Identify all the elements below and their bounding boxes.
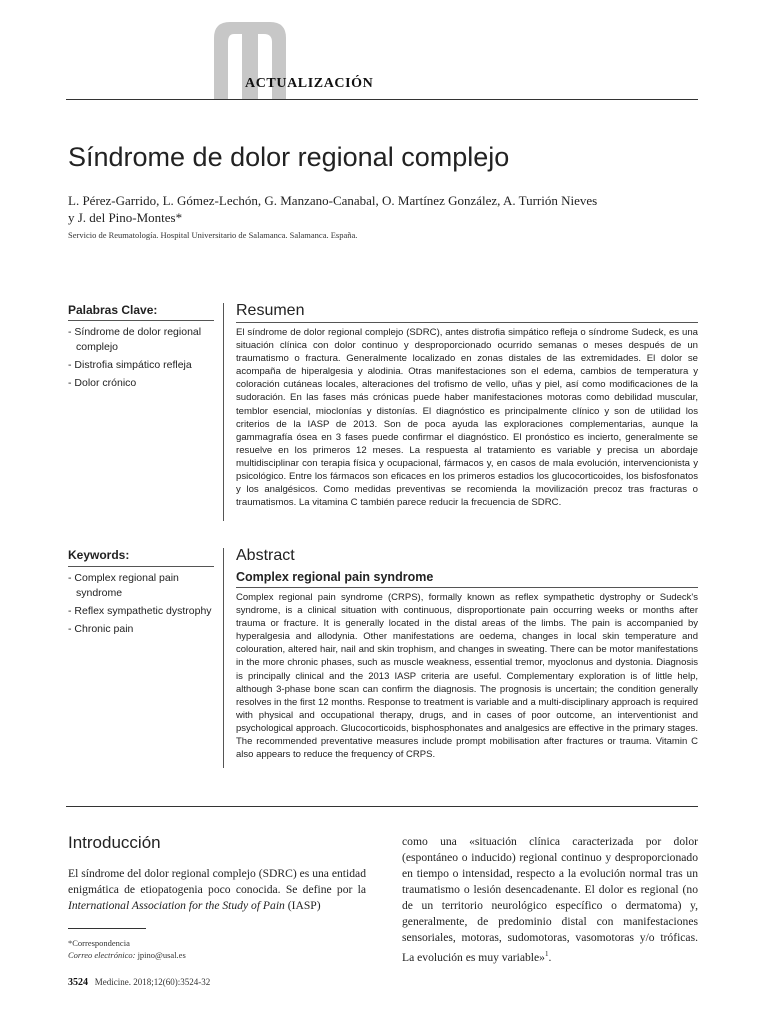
keyword-item: - Síndrome de dolor regional complejo [68, 326, 202, 353]
abstract-subheading: Complex regional pain syndrome [236, 570, 434, 584]
introduccion-right-text [402, 834, 698, 966]
citation-superscript: 1 [544, 950, 549, 958]
palabras-clave-heading: Palabras Clave: [68, 303, 158, 317]
footnote-email-line [68, 949, 186, 961]
section-label: ACTUALIZACIÓN [245, 76, 374, 91]
abstract-rule [236, 587, 698, 588]
abstract-heading: Abstract [236, 547, 295, 564]
citation-line: Medicine. 2018;12(60):3524-32 [94, 977, 211, 987]
palabras-clave-rule [68, 320, 214, 321]
article-title: Síndrome de dolor regional complejo [68, 142, 510, 172]
keyword-item: - Reflex sympathetic dystrophy [68, 605, 212, 617]
introduccion-heading: Introducción [68, 833, 161, 852]
author-list [68, 192, 668, 226]
intro-right-body: como una «situación clínica caracterizada por dolor (espontáneo o inducido) regional continuo y desproporcionado en tiempo o intensidad, respecto a la evolución normal tras un traumatismo o lesión desencadenante. El dolor es regional (no de un territorio neurológico específico o dermatoma) y, generalmente, de predominio distal con manifestaciones sensoriales, motoras, sudomotoras, vasomotoras y/o tróficas. La evolución es muy variable» [402, 835, 698, 964]
keyword-item: - Chronic pain [68, 623, 134, 635]
resumen-heading: Resumen [236, 302, 305, 319]
resumen-vertical-rule [223, 303, 224, 521]
keyword-item: - Distrofia simpático refleja [68, 359, 192, 371]
keywords-heading: Keywords: [68, 548, 130, 562]
authors-line-2: y J. del Pino-Montes* [68, 210, 183, 225]
resumen-text: El síndrome de dolor regional complejo (SDRC), antes distrofia simpático refleja o síndrome Sudeck, es una situación clínica con dolor continuo y desproporcionado ocurrido semanas o meses después de un traumatismo o fractura. Generalmente localizado en zonas distales de las extremidades. El dolor se acompaña de hiperalgesia y alodinia. Otras manifestaciones son el edema, cambios de temperatura y coloración cutáneas locales, alteraciones del trofismo de vello, uñas y piel, así como modificaciones de la sudoración. En las fases más crónicas puede haber manifestaciones motoras como debilidad muscular, temblor esencial, mioclonías y distonías. El diagnóstico es principalmente clínico y son de utilidad los criterios de la IASP de 2013. Son de poca ayuda las exploraciones complementarias, aunque la gammagrafía ósea en 3 fases puede confirmar el diagnóstico. El pronóstico es incierto, generalmente se resuelve en los primeros 12 meses. La respuesta al tratamiento es variable y precisa un abordaje multidisciplinar con terapia física y ocupacional, fármacos y, en casos de mala evolución, intervencionista y psicológico. Entre los fármacos son eficaces en los primeros estadios los glucocorticoides, los bisfosfonatos y los analgésicos. Como medidas preventivas se recomienda la movilización precoz tras fracturas o traumatismos. La vitamina C también parece reducir la frecuencia de SDRC. [236, 327, 698, 509]
keyword-item: - Dolor crónico [68, 377, 137, 389]
abstract-text: Complex regional pain syndrome (CRPS), formally known as reflex sympathetic dystrophy or Sudeck's syndrome, is a clinical situation with continuous, disproportionate pain occurring weeks or months after trauma or fracture. It is generally located in the distal areas of the limbs. The pain is accompanied by hyperalgesia and allodynia. Other manifestations are oedema, changes in local skin temperature and colouration, altered hair, nail and skin trophism, and changes in sweating. There can be motor manifestations in the more chronic phases, such as muscle weakness, essential tremor, myoclonus and dystonia. Diagnosis is principally clinical and the 2013 IASP criteria are useful. Complementary exploration is of little help, although 3-phase bone scan can confirm the diagnosis. The prognosis is uncertain; the condition generally resolves in the first 12 months. Response to treatment is variable and a multi-disciplinary approach is required with physical and occupational therapy, drugs, and in cases of poor outcome, an interventionist and psychological approach. Glucocorticoids, bisphosphonates and analgesics are effective in the primary stages. The recommended preventative measures include prompt mobilisation after fractures or trauma. Vitamin C also appears to reduce the frequency of CRPS. [236, 592, 698, 761]
intro-right-end: . [548, 950, 552, 964]
keyword-item: - Complex regional pain syndrome [68, 572, 179, 599]
introduccion-left-text [68, 866, 366, 914]
email-address: jpino@usal.es [135, 950, 186, 960]
abstract-vertical-rule [223, 548, 224, 768]
footnote-rule [68, 928, 146, 929]
intro-text-a: El síndrome del dolor regional complejo (SDRC) es una entidad enigmática de etiopatogenia poco conocida. Se define por la [68, 867, 366, 896]
footnote [68, 937, 186, 961]
email-label: Correo electrónico: [68, 950, 136, 960]
authors-line-1: L. Pérez-Garrido, L. Gómez-Lechón, G. Manzano-Canabal, O. Martínez González, A. Turrión Nieves [68, 193, 598, 208]
palabras-clave-list [68, 325, 218, 394]
intro-text-italic: International Association for the Study of Pain [68, 899, 285, 912]
affiliation: Servicio de Reumatología. Hospital Universitario de Salamanca. Salamanca. España. [68, 230, 358, 240]
keywords-rule [68, 566, 214, 567]
page-number: 3524 [68, 977, 88, 988]
page-folio [68, 977, 210, 988]
footnote-correspondence: *Correspondencia [68, 938, 130, 948]
header-divider [66, 99, 698, 100]
intro-text-b: (IASP) [284, 899, 321, 912]
resumen-rule [236, 322, 698, 323]
keywords-list [68, 571, 218, 640]
section-divider [66, 806, 698, 807]
